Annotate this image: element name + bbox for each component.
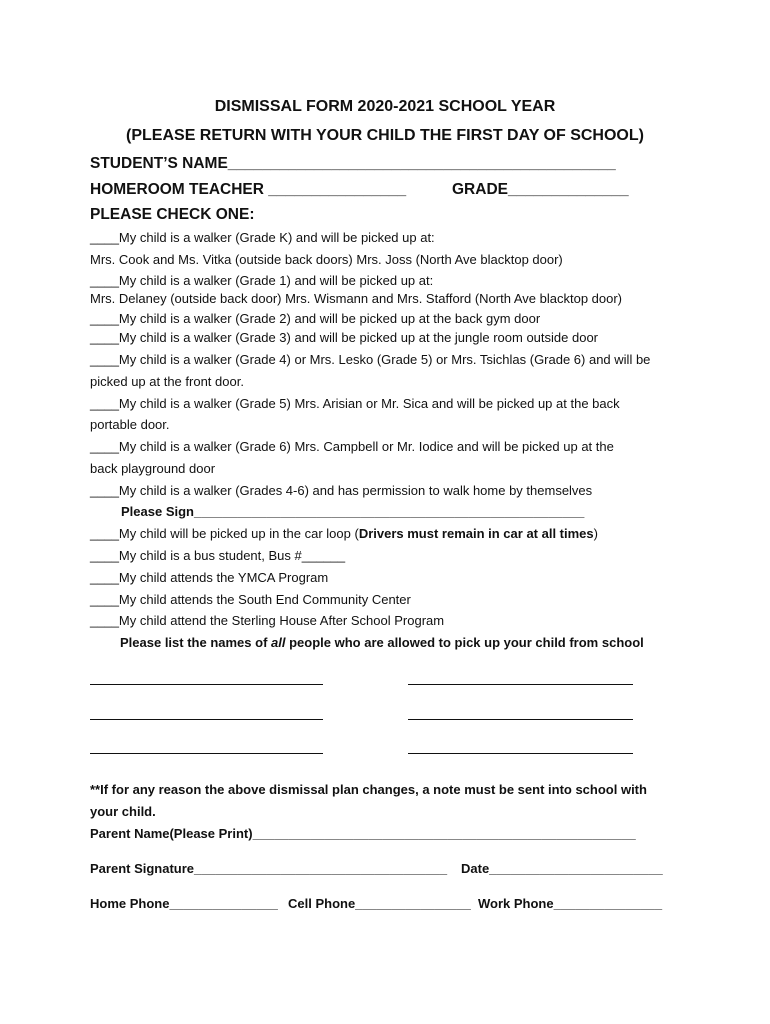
pickup-name-line-5[interactable]	[90, 753, 323, 754]
option-walker-grade-6-detail: back playground door	[90, 461, 216, 476]
parent-signature-field[interactable]: Parent Signature___________________________________	[90, 861, 448, 876]
pickup-list-prompt	[120, 635, 644, 651]
car-loop-warning: Drivers must remain in car at all times	[358, 526, 594, 541]
home-phone-field[interactable]: Home Phone_______________	[90, 896, 278, 911]
pickup-list-prompt-end: people who are allowed to pick up your child from school	[285, 635, 644, 650]
option-car-loop[interactable]	[90, 526, 598, 542]
plan-change-note-cont: your child.	[90, 804, 156, 819]
car-loop-close: )	[593, 526, 598, 541]
cell-phone-field[interactable]: Cell Phone________________	[288, 896, 471, 911]
student-name-field[interactable]: STUDENT’S NAME_____________________________________________	[90, 155, 616, 172]
form-subtitle: (PLEASE RETURN WITH YOUR CHILD THE FIRST DAY OF SCHOOL)	[126, 127, 644, 144]
option-walker-grade-4[interactable]: ____My child is a walker (Grade 4) or Mrs. Lesko (Grade 5) or Mrs. Tsichlas (Grade 6) and will be	[90, 352, 651, 367]
option-walker-grade-5[interactable]: ____My child is a walker (Grade 5) Mrs. Arisian or Mr. Sica and will be picked up at the back	[90, 396, 620, 411]
pickup-list-prompt-start: Please list the names of	[120, 635, 272, 650]
plan-change-note: **If for any reason the above dismissal plan changes, a note must be sent into school with	[90, 782, 647, 797]
option-walker-grades-4-6-home[interactable]: ____My child is a walker (Grades 4-6) and has permission to walk home by themselves	[90, 483, 593, 498]
car-loop-text: ____My child will be picked up in the car loop (	[90, 526, 359, 541]
pickup-name-line-4[interactable]	[408, 719, 633, 720]
homeroom-teacher-field[interactable]: HOMEROOM TEACHER ________________	[90, 181, 407, 198]
pickup-name-line-1[interactable]	[90, 684, 323, 685]
option-ymca[interactable]: ____My child attends the YMCA Program	[90, 570, 329, 585]
option-walker-grade-2[interactable]: ____My child is a walker (Grade 2) and will be picked up at the back gym door	[90, 311, 541, 326]
option-walker-grade-1-detail: Mrs. Delaney (outside back door) Mrs. Wismann and Mrs. Stafford (North Ave blacktop door)	[90, 291, 623, 306]
work-phone-field[interactable]: Work Phone_______________	[478, 896, 663, 911]
option-walker-grade-5-detail: portable door.	[90, 417, 170, 432]
grade-field[interactable]: GRADE______________	[452, 181, 629, 198]
parent-name-field[interactable]: Parent Name(Please Print)_____________________________________________________	[90, 826, 636, 841]
pickup-name-line-2[interactable]	[408, 684, 633, 685]
option-walker-grade-k[interactable]: ____My child is a walker (Grade K) and will be picked up at:	[90, 230, 435, 245]
pickup-name-line-6[interactable]	[408, 753, 633, 754]
form-title: DISMISSAL FORM 2020-2021 SCHOOL YEAR	[214, 98, 556, 115]
pickup-list-prompt-all: all	[271, 635, 286, 650]
option-walker-grade-k-detail: Mrs. Cook and Ms. Vitka (outside back doors) Mrs. Joss (North Ave blacktop door)	[90, 252, 563, 267]
option-walker-grade-6[interactable]: ____My child is a walker (Grade 6) Mrs. Campbell or Mr. Iodice and will be picked up at the	[90, 439, 614, 454]
option-walker-grade-1[interactable]: ____My child is a walker (Grade 1) and will be picked up at:	[90, 273, 434, 288]
option-south-end[interactable]: ____My child attends the South End Community Center	[90, 592, 411, 607]
option-walker-grade-4-detail: picked up at the front door.	[90, 374, 244, 389]
please-check-heading: PLEASE CHECK ONE:	[90, 206, 255, 223]
option-sterling-house[interactable]: ____My child attend the Sterling House After School Program	[90, 613, 445, 628]
please-sign-field[interactable]: Please Sign______________________________________________________	[121, 504, 585, 519]
option-walker-grade-3[interactable]: ____My child is a walker (Grade 3) and will be picked up at the jungle room outside door	[90, 330, 598, 345]
date-field[interactable]: Date________________________	[461, 861, 663, 876]
option-bus-student[interactable]: ____My child is a bus student, Bus #______	[90, 548, 346, 563]
pickup-name-line-3[interactable]	[90, 719, 323, 720]
